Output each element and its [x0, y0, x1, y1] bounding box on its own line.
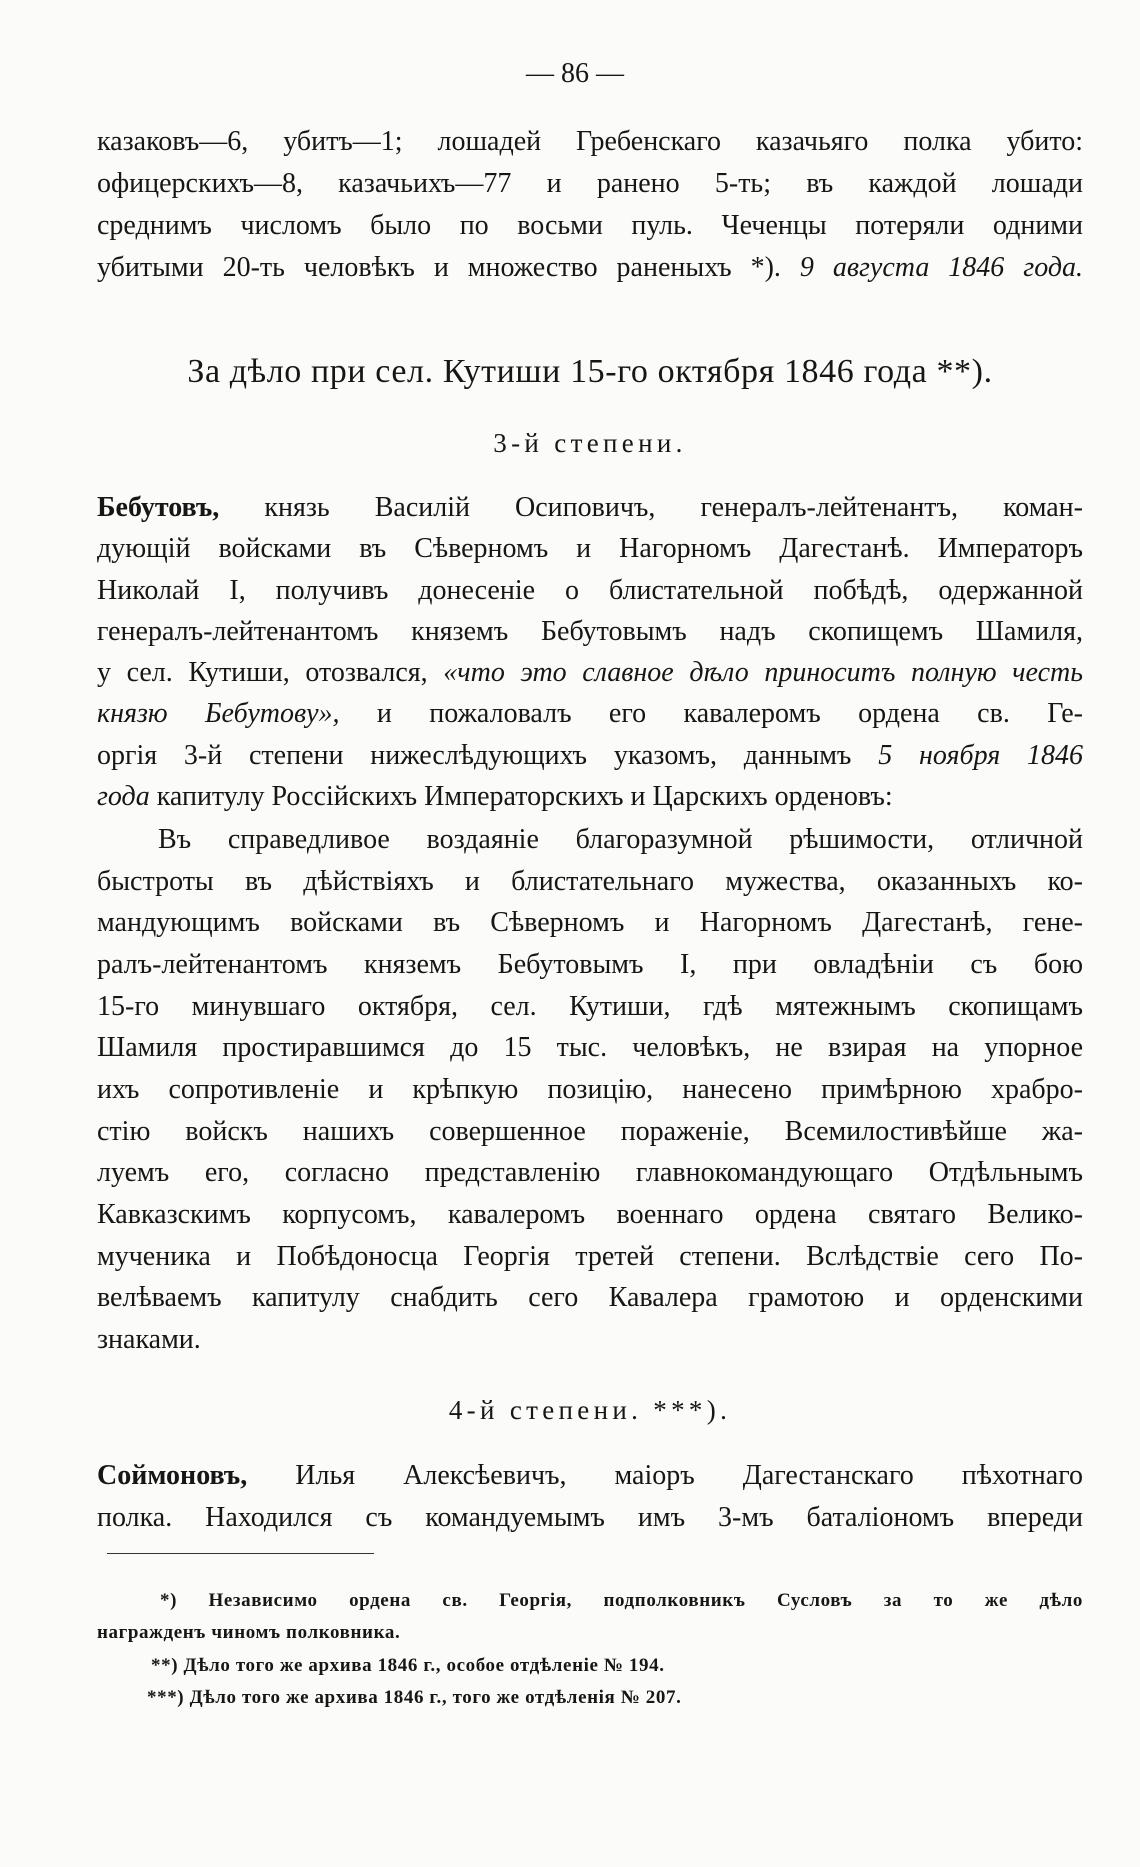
text-run: Николай I, получивъ донесеніе о блистательной побѣдѣ, одержанной: [97, 574, 1083, 606]
text-run: луемъ его, согласно представленію главнокомандующаго Отдѣльнымъ: [97, 1157, 1083, 1189]
text-run: Въ справедливое воздаяніе благоразумной рѣшимости, отличной: [158, 824, 1083, 855]
italic-text: князю Бебутову»,: [97, 698, 340, 730]
text-line: [97, 1277, 1083, 1319]
text-line: [97, 1194, 1083, 1236]
text-run: **) Дѣло того же архива 1846 г., особое отдѣленіе № 194.: [151, 1654, 665, 1676]
text-line: [97, 1111, 1083, 1153]
text-line: [97, 1585, 1083, 1617]
text-line: [97, 944, 1083, 986]
text-line: [97, 986, 1083, 1028]
text-line: [97, 205, 1083, 247]
italic-text: «что это славное дѣло приноситъ полную честь: [443, 657, 1083, 689]
text-line: [97, 1682, 1083, 1714]
text-line: [97, 528, 1083, 569]
text-run: среднимъ числомъ было по восьми пуль. Чеченцы потеряли одними: [97, 210, 1083, 241]
text-line: [97, 1650, 1083, 1682]
degree-4-heading: 4-й степени. ***).: [448, 1395, 732, 1425]
text-line: [97, 487, 1083, 528]
footnotes: [97, 1585, 1083, 1714]
text-run: мученика и Побѣдоносца Георгія третей степени. Вслѣдствіе сего По-: [97, 1240, 1083, 1272]
text-line: [97, 1069, 1083, 1111]
text-run: и пожаловалъ его кавалеромъ ордена св. Ге-: [339, 698, 1083, 730]
text-run: быстроты въ дѣйствіяхъ и блистательнаго мужества, оказанныхъ ко-: [97, 865, 1083, 897]
section-heading: За дѣло при сел. Кутиши 15-го октября 1846 года **).: [187, 353, 993, 390]
footnote-rule: [107, 1553, 374, 1554]
footnote: [97, 1650, 1083, 1682]
text-run: князь Василій Осиповичъ, генералъ-лейтенантъ, коман-: [219, 492, 1083, 523]
text-run: мандующимъ войсками въ Сѣверномъ и Нагорномъ Дагестанѣ, гене-: [97, 907, 1083, 939]
text-line: [97, 693, 1083, 734]
text-line: [97, 1455, 1083, 1497]
text-line: [97, 1319, 1083, 1361]
text-line: [97, 902, 1083, 944]
bold-name: Бебутовъ,: [97, 492, 220, 523]
text-run: казаковъ—6, убитъ—1; лошадей Гребенскаго казачьяго полка убито:: [97, 126, 1083, 157]
text-run: дующій войсками въ Сѣверномъ и Нагорномъ Дагестанѣ. Императоръ: [97, 533, 1083, 565]
text-run: знаками.: [97, 1324, 201, 1356]
text-line: [97, 1152, 1083, 1194]
continuation-paragraph: [97, 121, 1083, 289]
text-run: оргія 3-й степени нижеслѣдующихъ указомъ, даннымъ: [97, 739, 879, 771]
footnote: [97, 1585, 1083, 1650]
text-run: *) Независимо ордена св. Георгія, подполковникъ Сусловъ за то же дѣло: [160, 1590, 1083, 1611]
page-number: — 86 —: [526, 58, 624, 89]
bold-name: Соймоновъ,: [97, 1460, 248, 1491]
text-run: полка. Находился съ командуемымъ имъ 3-мъ баталіономъ впереди: [97, 1502, 1083, 1533]
text-line: [97, 652, 1083, 693]
text-line: [97, 570, 1083, 611]
text-run: Шамиля простиравшимся до 15 тыс. человѣкъ, не взирая на упорное: [97, 1032, 1083, 1064]
soimonov-entry: [97, 1455, 1083, 1539]
text-line: [97, 1617, 1083, 1649]
text-line: [97, 163, 1083, 205]
decree-text: [97, 819, 1083, 1361]
text-run: стію войскъ нашихъ совершенное пораженіе, Всемилостивѣйше жа-: [97, 1115, 1083, 1147]
text-line: [97, 1497, 1083, 1539]
text-line: [97, 1027, 1083, 1069]
text-line: [97, 861, 1083, 903]
text-run: велѣваемъ капитулу снабдить сего Кавалера грамотою и орденскими: [97, 1282, 1083, 1314]
text-run: офицерскихъ—8, казачьихъ—77 и ранено 5-ть; въ каждой лошади: [97, 168, 1083, 199]
text-run: 15-го минувшаго октября, сел. Кутиши, гдѣ мятежнымъ скопищамъ: [97, 990, 1083, 1022]
text-line: [97, 776, 1083, 817]
text-line: [97, 247, 1083, 289]
text-line: [97, 121, 1083, 163]
text-run: у сел. Кутиши, отозвался,: [97, 657, 444, 689]
text-line: [97, 611, 1083, 652]
text-line: [97, 735, 1083, 776]
italic-text: года: [97, 781, 150, 813]
text-run: Илья Алексѣевичъ, маіоръ Дагестанскаго пѣхотнаго: [247, 1460, 1083, 1491]
text-run: капитулу Россійскихъ Императорскихъ и Царскихъ орденовъ:: [149, 781, 893, 813]
text-run: Кавказскимъ корпусомъ, кавалеромъ военнаго ордена святаго Велико-: [97, 1199, 1083, 1231]
italic-text: 9 августа 1846 года.: [799, 252, 1083, 283]
text-line: [97, 819, 1083, 861]
text-run: ралъ-лейтенантомъ княземъ Бебутовымъ I, при овладѣніи съ бою: [97, 949, 1083, 981]
degree-3-heading: 3-й степени.: [493, 428, 687, 458]
text-run: ихъ сопротивленіе и крѣпкую позицію, нанесено примѣрною храбро-: [97, 1074, 1083, 1106]
text-line: [97, 1236, 1083, 1278]
italic-text: 5 ноября 1846: [878, 739, 1083, 771]
text-run: ***) Дѣло того же архива 1846 г., того же отдѣленія № 207.: [147, 1686, 682, 1708]
text-run: убитыми 20-ть человѣкъ и множество раненыхъ *).: [97, 252, 800, 283]
text-run: награжденъ чиномъ полковника.: [97, 1622, 401, 1644]
bebutov-entry: [97, 487, 1083, 817]
footnote: [97, 1682, 1083, 1714]
text-run: генералъ-лейтенантомъ княземъ Бебутовымъ надъ скопищемъ Шамиля,: [97, 615, 1083, 647]
